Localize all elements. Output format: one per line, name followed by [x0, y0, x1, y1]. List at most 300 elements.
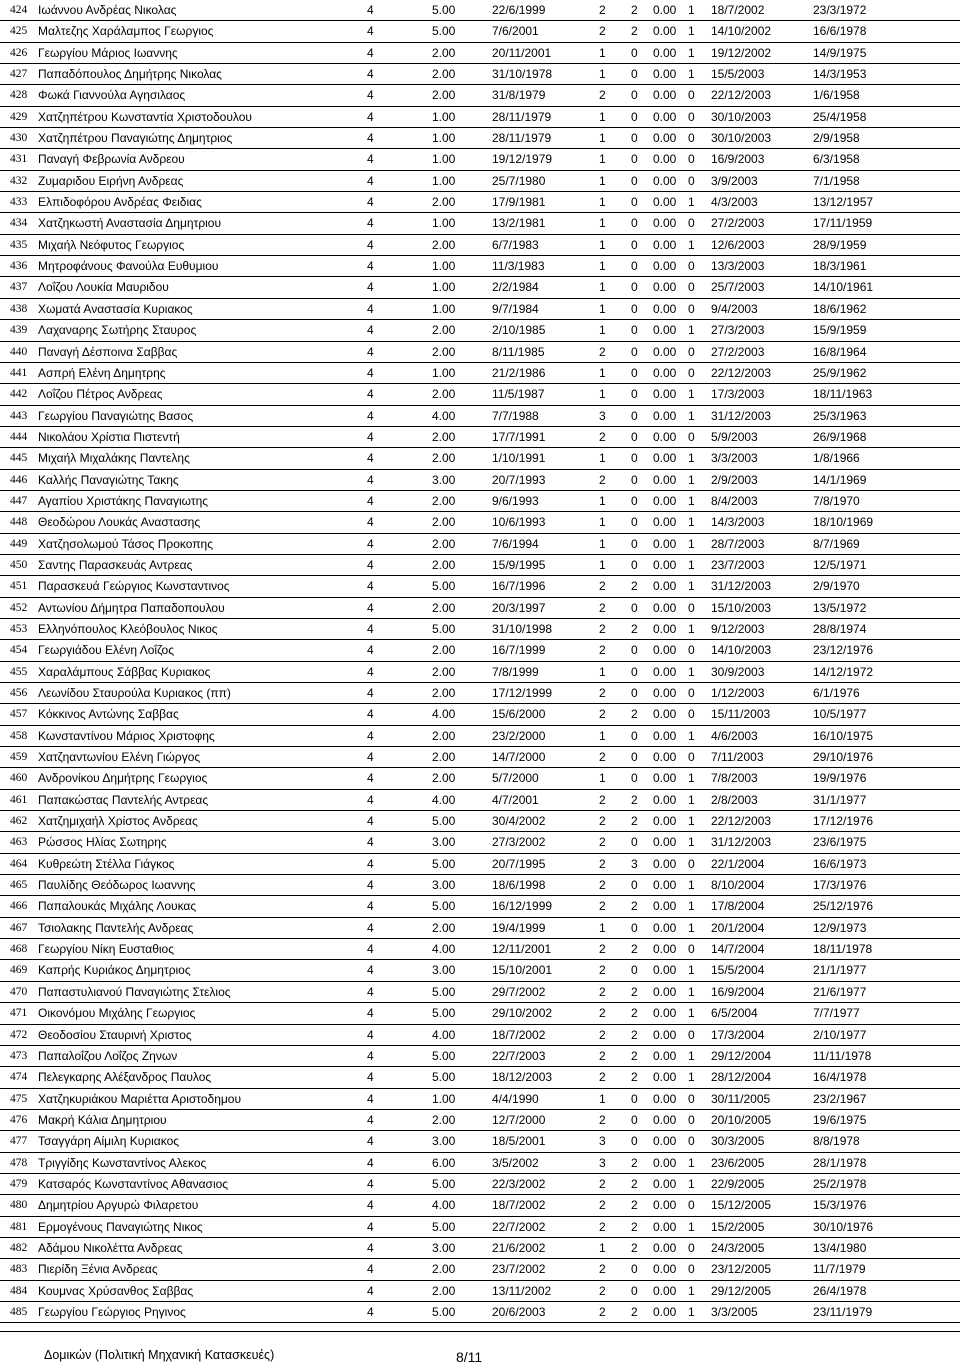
- column-count-a: 2: [599, 472, 606, 487]
- column-score: 2.00: [432, 451, 456, 466]
- start-date: 15/9/1995: [492, 557, 546, 572]
- row-number: 431: [10, 153, 28, 166]
- column-score: 5.00: [432, 1219, 456, 1234]
- column-flag: 1: [688, 536, 695, 551]
- column-count-b: 0: [631, 1134, 638, 1149]
- row-number: 471: [10, 1007, 28, 1020]
- column-amount: 0.00: [653, 323, 677, 338]
- birth-date: 28/1/1978: [813, 1155, 867, 1170]
- column-type: 4: [367, 131, 374, 146]
- birth-date: 7/1/1958: [813, 173, 860, 188]
- person-name: Φωκά Γιαννούλα Αγησιλαος: [38, 88, 186, 103]
- row-number: 467: [10, 921, 28, 934]
- column-count-b: 0: [631, 600, 638, 615]
- table-row: [0, 704, 960, 725]
- table-row: [0, 960, 960, 981]
- column-flag: 1: [688, 984, 695, 999]
- column-flag: 0: [688, 301, 695, 316]
- column-count-a: 2: [599, 1048, 606, 1063]
- start-date: 22/7/2002: [492, 1219, 546, 1234]
- column-count-a: 1: [599, 109, 606, 124]
- table-row: [0, 555, 960, 576]
- table-row: [0, 342, 960, 363]
- column-amount: 0.00: [653, 942, 677, 957]
- column-count-a: 2: [599, 792, 606, 807]
- row-number: 437: [10, 281, 28, 294]
- person-name: Παπαλουκάς Μιχάλης Λουκας: [38, 899, 197, 914]
- row-number: 433: [10, 196, 28, 209]
- column-count-a: 1: [599, 728, 606, 743]
- column-flag: 0: [688, 259, 695, 274]
- column-flag: 0: [688, 131, 695, 146]
- person-name: Παυλίδης Θεόδωρος Ιωαννης: [38, 878, 196, 893]
- registration-date: 29/12/2005: [711, 1283, 772, 1298]
- row-number: 454: [10, 644, 28, 657]
- column-type: 4: [367, 1091, 374, 1106]
- column-amount: 0.00: [653, 1070, 677, 1085]
- column-count-b: 0: [631, 1112, 638, 1127]
- row-number: 442: [10, 388, 28, 401]
- table-row: [0, 534, 960, 555]
- birth-date: 7/7/1977: [813, 1006, 860, 1021]
- column-type: 4: [367, 664, 374, 679]
- start-date: 12/11/2001: [492, 942, 552, 957]
- person-name: Πιερίδη Ξένια Ανδρεας: [38, 1262, 158, 1277]
- registration-date: 18/7/2002: [711, 3, 765, 17]
- column-flag: 1: [688, 728, 695, 743]
- person-name: Παρασκευά Γεώργιος Κωνσταντινος: [38, 579, 230, 594]
- registration-date: 22/12/2003: [711, 88, 772, 103]
- column-count-a: 1: [599, 1091, 606, 1106]
- person-name: Μαλτεζης Χαράλαμπος Γεωργιος: [38, 24, 214, 39]
- column-type: 4: [367, 429, 374, 444]
- column-score: 2.00: [432, 557, 456, 572]
- table-row: [0, 512, 960, 533]
- column-score: 3.00: [432, 963, 456, 978]
- registration-date: 28/7/2003: [711, 536, 765, 551]
- column-type: 4: [367, 600, 374, 615]
- column-count-a: 1: [599, 387, 606, 402]
- column-score: 2.00: [432, 664, 456, 679]
- column-count-a: 1: [599, 515, 606, 530]
- start-date: 27/3/2002: [492, 835, 546, 850]
- column-type: 4: [367, 1070, 374, 1085]
- column-amount: 0.00: [653, 771, 677, 786]
- start-date: 4/4/1990: [492, 1091, 539, 1106]
- start-date: 18/7/2002: [492, 1027, 546, 1042]
- column-count-a: 1: [599, 664, 606, 679]
- row-number: 483: [10, 1263, 28, 1276]
- registration-date: 9/12/2003: [711, 621, 765, 636]
- person-name: Χωματά Αναστασία Κυριακος: [38, 301, 193, 316]
- column-flag: 0: [688, 152, 695, 167]
- start-date: 7/6/1994: [492, 536, 539, 551]
- registration-date: 30/10/2003: [711, 131, 772, 146]
- start-date: 22/6/1999: [492, 3, 546, 17]
- person-name: Μητροφάνους Φανούλα Ευθυμιου: [38, 259, 219, 274]
- birth-date: 18/3/1961: [813, 259, 867, 274]
- column-count-b: 0: [631, 45, 638, 60]
- column-amount: 0.00: [653, 1048, 677, 1063]
- table-row: [0, 1174, 960, 1195]
- birth-date: 25/2/1978: [813, 1176, 867, 1191]
- registration-date: 17/3/2003: [711, 387, 765, 402]
- person-name: Μιχαήλ Νεόφυτος Γεωργιος: [38, 237, 185, 252]
- start-date: 20/7/1995: [492, 856, 546, 871]
- column-count-b: 2: [631, 792, 638, 807]
- person-name: Παπαστυλιανού Παναγιώτης Στελιος: [38, 984, 231, 999]
- column-flag: 0: [688, 1091, 695, 1106]
- column-count-a: 2: [599, 856, 606, 871]
- column-flag: 1: [688, 408, 695, 423]
- column-amount: 0.00: [653, 664, 677, 679]
- column-amount: 0.00: [653, 3, 677, 17]
- start-date: 31/10/1998: [492, 621, 553, 636]
- column-type: 4: [367, 1112, 374, 1127]
- column-score: 1.00: [432, 365, 456, 380]
- person-name: Νικολάου Χρίστια Πιστεντή: [38, 429, 180, 444]
- registration-date: 15/5/2004: [711, 963, 765, 978]
- column-count-b: 3: [631, 856, 638, 871]
- table-row: [0, 448, 960, 469]
- column-amount: 0.00: [653, 1262, 677, 1277]
- column-count-b: 0: [631, 686, 638, 700]
- start-date: 7/6/2001: [492, 24, 539, 39]
- column-count-b: 2: [631, 579, 638, 594]
- birth-date: 25/4/1958: [813, 109, 867, 124]
- registration-date: 20/1/2004: [711, 920, 765, 935]
- table-row: [0, 1217, 960, 1238]
- column-count-a: 2: [599, 1070, 606, 1085]
- column-flag: 0: [688, 173, 695, 188]
- column-score: 2.00: [432, 429, 456, 444]
- column-amount: 0.00: [653, 1219, 677, 1234]
- column-score: 5.00: [432, 984, 456, 999]
- column-flag: 0: [688, 1027, 695, 1042]
- person-name: Κόκκινος Αντώνης Σαββας: [38, 707, 179, 722]
- row-number: 450: [10, 558, 28, 571]
- column-amount: 0.00: [653, 472, 677, 487]
- table-row: [0, 640, 960, 661]
- registration-date: 13/3/2003: [711, 259, 765, 274]
- start-date: 4/7/2001: [492, 792, 539, 807]
- column-amount: 0.00: [653, 195, 677, 210]
- row-number: 478: [10, 1156, 28, 1169]
- column-count-b: 2: [631, 1006, 638, 1021]
- registration-date: 16/9/2003: [711, 152, 765, 167]
- registration-date: 30/10/2003: [711, 109, 772, 124]
- column-score: 5.00: [432, 1048, 456, 1063]
- column-count-a: 2: [599, 600, 606, 615]
- column-count-b: 0: [631, 173, 638, 188]
- birth-date: 14/10/1961: [813, 280, 874, 295]
- person-name: Χατζηαντωνίου Ελένη Γιώργος: [38, 750, 201, 765]
- start-date: 17/7/1991: [492, 429, 546, 444]
- column-flag: 1: [688, 1006, 695, 1021]
- person-name: Αδάμου Νικολέττα Ανδρεας: [38, 1240, 183, 1255]
- column-type: 4: [367, 856, 374, 871]
- column-flag: 1: [688, 237, 695, 252]
- row-number: 476: [10, 1113, 28, 1126]
- column-flag: 0: [688, 1262, 695, 1277]
- registration-date: 15/11/2003: [711, 707, 771, 722]
- start-date: 18/12/2003: [492, 1070, 553, 1085]
- birth-date: 11/11/1978: [813, 1048, 872, 1063]
- footer-divider: [0, 1331, 960, 1332]
- table-row: [0, 1089, 960, 1110]
- column-type: 4: [367, 152, 374, 167]
- row-number: 482: [10, 1241, 28, 1254]
- registration-date: 22/1/2004: [711, 856, 765, 871]
- row-number: 453: [10, 622, 28, 635]
- start-date: 13/11/2002: [492, 1283, 552, 1298]
- column-flag: 1: [688, 1048, 695, 1063]
- person-name: Χατζημιχαήλ Χρίστος Ανδρεας: [38, 814, 198, 829]
- person-name: Τσαγγάρη Αίμιλη Κυριακος: [38, 1134, 180, 1149]
- column-count-b: 0: [631, 429, 638, 444]
- column-flag: 1: [688, 493, 695, 508]
- column-score: 2.00: [432, 1112, 456, 1127]
- column-count-a: 2: [599, 814, 606, 829]
- row-number: 465: [10, 879, 28, 892]
- column-amount: 0.00: [653, 963, 677, 978]
- person-name: Καλλής Παναγιώτης Τακης: [38, 472, 179, 487]
- column-count-b: 2: [631, 899, 638, 914]
- column-amount: 0.00: [653, 920, 677, 935]
- column-amount: 0.00: [653, 856, 677, 871]
- column-type: 4: [367, 88, 374, 103]
- person-name: Γεωργιάδου Ελένη Λοΐζος: [38, 643, 175, 658]
- registration-date: 30/9/2003: [711, 664, 765, 679]
- column-count-a: 2: [599, 750, 606, 765]
- person-name: Ανδρονίκου Δημήτρης Γεωργιος: [38, 771, 208, 786]
- birth-date: 16/6/1978: [813, 24, 867, 39]
- start-date: 11/5/1987: [492, 387, 545, 402]
- column-count-a: 1: [599, 301, 606, 316]
- start-date: 16/7/1999: [492, 643, 546, 658]
- start-date: 23/2/2000: [492, 728, 546, 743]
- row-number: 446: [10, 473, 28, 486]
- column-count-b: 0: [631, 664, 638, 679]
- birth-date: 10/5/1977: [813, 707, 867, 722]
- row-number: 436: [10, 260, 28, 273]
- column-amount: 0.00: [653, 131, 677, 146]
- column-amount: 0.00: [653, 899, 677, 914]
- table-row: [0, 854, 960, 875]
- column-count-b: 0: [631, 771, 638, 786]
- start-date: 31/10/1978: [492, 67, 553, 82]
- column-flag: 1: [688, 814, 695, 829]
- birth-date: 21/1/1977: [813, 963, 867, 978]
- person-name: Ελληνόπουλος Κλεόβουλος Νικος: [38, 621, 218, 636]
- table-row: [0, 43, 960, 64]
- row-number: 460: [10, 772, 28, 785]
- person-name: Οικονόμου Μιχάλης Γεωργιος: [38, 1006, 196, 1021]
- column-count-a: 2: [599, 1262, 606, 1277]
- column-flag: 1: [688, 1283, 695, 1298]
- column-count-b: 0: [631, 835, 638, 850]
- row-number: 470: [10, 985, 28, 998]
- birth-date: 11/7/1979: [813, 1262, 866, 1277]
- registration-date: 12/6/2003: [711, 237, 765, 252]
- table-row: [0, 64, 960, 85]
- column-count-a: 2: [599, 707, 606, 722]
- column-count-a: 2: [599, 984, 606, 999]
- column-count-a: 2: [599, 899, 606, 914]
- column-flag: 1: [688, 621, 695, 636]
- column-amount: 0.00: [653, 1027, 677, 1042]
- birth-date: 16/8/1964: [813, 344, 867, 359]
- column-score: 5.00: [432, 579, 456, 594]
- column-count-b: 2: [631, 3, 638, 17]
- birth-date: 12/9/1973: [813, 920, 867, 935]
- column-type: 4: [367, 878, 374, 893]
- start-date: 20/11/2001: [492, 45, 552, 60]
- column-type: 4: [367, 216, 374, 231]
- column-count-b: 0: [631, 195, 638, 210]
- column-amount: 0.00: [653, 707, 677, 722]
- start-date: 18/7/2002: [492, 1198, 546, 1213]
- column-score: 5.00: [432, 24, 456, 39]
- column-count-b: 2: [631, 24, 638, 39]
- registration-date: 30/11/2005: [711, 1091, 771, 1106]
- birth-date: 29/10/1976: [813, 750, 874, 765]
- column-score: 2.00: [432, 67, 456, 82]
- person-name: Σαντης Παρασκευάς Αντρεας: [38, 557, 193, 572]
- column-type: 4: [367, 771, 374, 786]
- start-date: 14/7/2000: [492, 750, 546, 765]
- column-flag: 0: [688, 1240, 695, 1255]
- start-date: 1/10/1991: [492, 451, 546, 466]
- column-type: 4: [367, 472, 374, 487]
- table-row: [0, 832, 960, 853]
- row-number: 424: [10, 4, 28, 16]
- column-score: 4.00: [432, 408, 456, 423]
- column-score: 2.00: [432, 237, 456, 252]
- person-name: Τριγγίδης Κωνσταντίνος Αλεκος: [38, 1155, 207, 1170]
- table-row: [0, 1046, 960, 1067]
- row-number: 432: [10, 174, 28, 187]
- person-name: Ερμογένους Παναγιώτης Νικος: [38, 1219, 203, 1234]
- row-number: 426: [10, 46, 28, 59]
- registration-date: 15/5/2003: [711, 67, 765, 82]
- row-number: 439: [10, 324, 28, 337]
- registration-date: 17/8/2004: [711, 899, 765, 914]
- row-number: 456: [10, 687, 28, 699]
- start-date: 15/6/2000: [492, 707, 546, 722]
- column-amount: 0.00: [653, 536, 677, 551]
- start-date: 29/10/2002: [492, 1006, 553, 1021]
- column-count-a: 2: [599, 24, 606, 39]
- column-count-b: 0: [631, 1283, 638, 1298]
- birth-date: 28/9/1959: [813, 237, 867, 252]
- column-count-a: 1: [599, 493, 606, 508]
- row-number: 428: [10, 89, 28, 102]
- registration-date: 14/7/2004: [711, 942, 765, 957]
- column-flag: 1: [688, 1304, 695, 1319]
- row-number: 481: [10, 1220, 28, 1233]
- column-score: 2.00: [432, 643, 456, 658]
- column-count-a: 2: [599, 1198, 606, 1213]
- row-number: 455: [10, 665, 28, 678]
- column-type: 4: [367, 899, 374, 914]
- row-number: 485: [10, 1305, 28, 1318]
- start-date: 2/2/1984: [492, 280, 539, 295]
- column-count-b: 2: [631, 1176, 638, 1191]
- column-score: 1.00: [432, 152, 456, 167]
- column-count-b: 0: [631, 259, 638, 274]
- column-type: 4: [367, 3, 374, 17]
- start-date: 15/10/2001: [492, 963, 553, 978]
- row-number: 427: [10, 68, 28, 81]
- birth-date: 26/4/1978: [813, 1283, 867, 1298]
- birth-date: 31/1/1977: [813, 792, 867, 807]
- column-count-a: 1: [599, 771, 606, 786]
- registration-date: 6/5/2004: [711, 1006, 758, 1021]
- person-name: Κατσαρός Κωνσταντίνος Αθανασιος: [38, 1176, 229, 1191]
- row-number: 452: [10, 601, 28, 614]
- row-number: 464: [10, 857, 28, 870]
- row-number: 430: [10, 132, 28, 145]
- column-count-b: 2: [631, 1219, 638, 1234]
- registration-date: 25/7/2003: [711, 280, 765, 295]
- column-count-b: 0: [631, 408, 638, 423]
- column-amount: 0.00: [653, 45, 677, 60]
- column-type: 4: [367, 45, 374, 60]
- person-name: Παναγή Δέσποινα Σαββας: [38, 344, 178, 359]
- registration-date: 4/6/2003: [711, 728, 758, 743]
- row-number: 438: [10, 302, 28, 315]
- person-name: Γεωργίου Μάριος Ιωαννης: [38, 45, 178, 60]
- birth-date: 2/9/1970: [813, 579, 860, 594]
- person-name: Ελπιδοφόρου Ανδρέας Φειδιας: [38, 195, 202, 210]
- row-number: 440: [10, 345, 28, 358]
- column-count-a: 2: [599, 1304, 606, 1319]
- table-row: [0, 1281, 960, 1302]
- column-type: 4: [367, 1027, 374, 1042]
- column-type: 4: [367, 1304, 374, 1319]
- column-score: 2.00: [432, 515, 456, 530]
- start-date: 12/7/2000: [492, 1112, 546, 1127]
- table-row: [0, 811, 960, 832]
- column-flag: 1: [688, 387, 695, 402]
- column-type: 4: [367, 984, 374, 999]
- column-count-a: 1: [599, 920, 606, 935]
- column-count-b: 2: [631, 1048, 638, 1063]
- row-number: 425: [10, 25, 28, 38]
- footer-department: Δομικών (Πολιτική Μηχανική Κατασκευές): [44, 1348, 275, 1362]
- column-flag: 1: [688, 899, 695, 914]
- column-amount: 0.00: [653, 686, 677, 700]
- column-type: 4: [367, 963, 374, 978]
- column-amount: 0.00: [653, 878, 677, 893]
- row-number: 435: [10, 238, 28, 251]
- table-row: [0, 662, 960, 683]
- column-count-a: 1: [599, 67, 606, 82]
- column-flag: 0: [688, 344, 695, 359]
- column-amount: 0.00: [653, 109, 677, 124]
- registration-date: 28/12/2004: [711, 1070, 772, 1085]
- column-count-a: 2: [599, 686, 606, 700]
- table-row: [0, 128, 960, 149]
- start-date: 25/7/1980: [492, 173, 546, 188]
- column-amount: 0.00: [653, 600, 677, 615]
- table-row: [0, 363, 960, 384]
- registration-date: 31/12/2003: [711, 579, 772, 594]
- column-count-b: 0: [631, 750, 638, 765]
- table-row: [0, 726, 960, 747]
- column-amount: 0.00: [653, 429, 677, 444]
